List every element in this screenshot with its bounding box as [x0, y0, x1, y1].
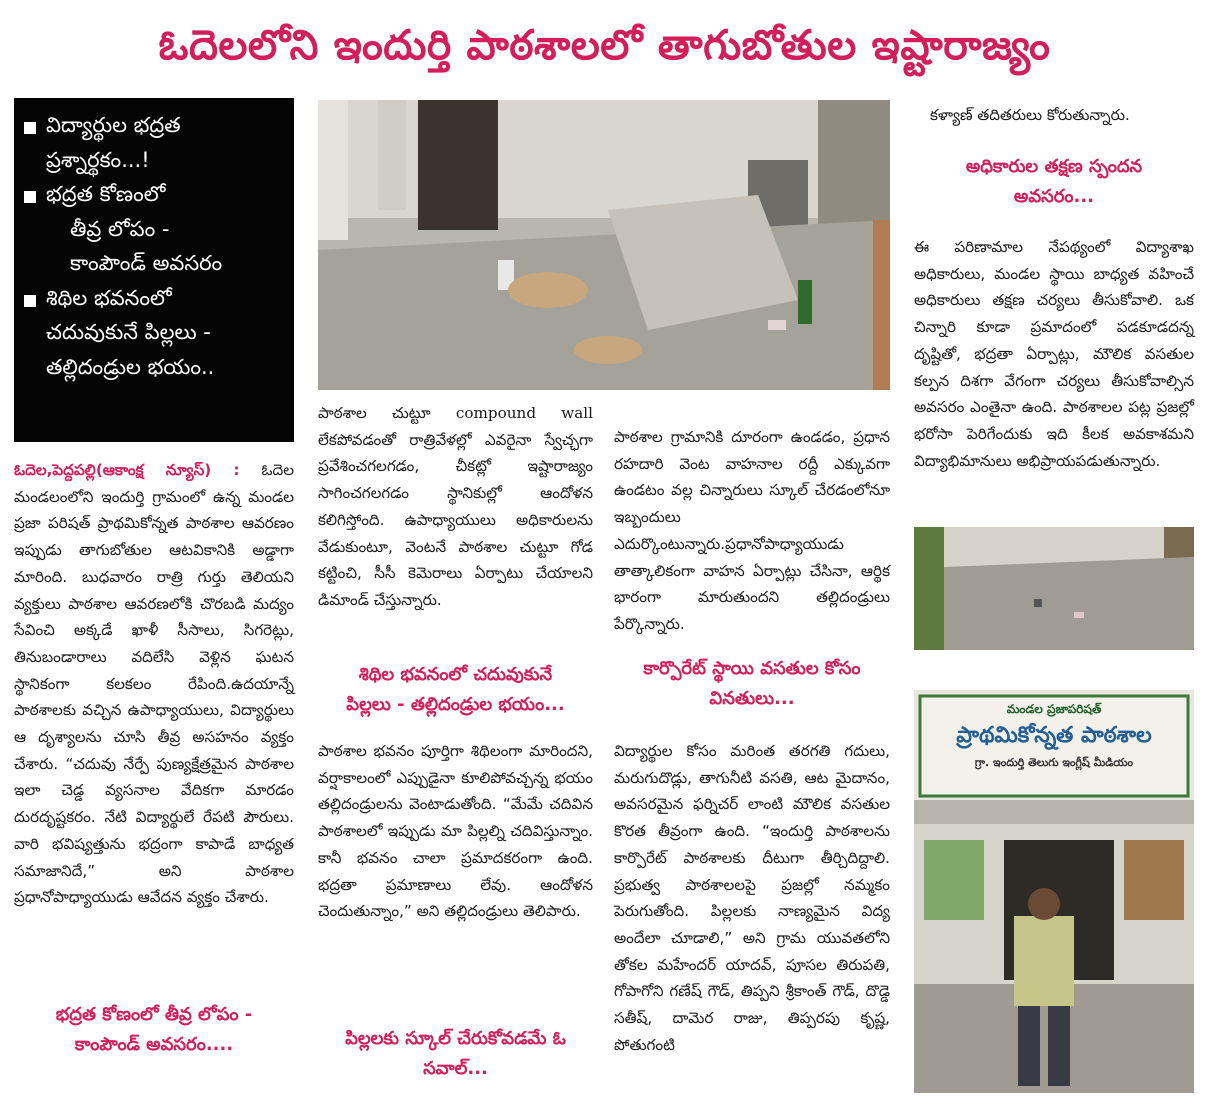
- paragraph-kalyan: కళ్యాణ్ తదితరులు కోరుతున్నారు.: [930, 106, 1130, 124]
- subhead-officials-response: [914, 152, 1194, 212]
- school-sign-text: [924, 700, 1184, 772]
- lead-paragraph: [14, 457, 294, 911]
- subhead-line: పిల్లలకు స్కూల్ చేరుకోవడమే ఓ: [345, 1028, 566, 1049]
- dateline: ఓదెల,పెద్దపల్లి(ఆకాంక్ష న్యూస్) :: [14, 461, 240, 479]
- subhead-line: శిథిల భవనంలో చదువుకునే: [358, 664, 553, 685]
- subhead-line: భద్రత కోణంలో తీవ్ర లోపం -: [55, 1004, 253, 1025]
- highlight-line: చదువుకునే పిల్లలు -: [46, 320, 211, 344]
- column-1-body: [14, 457, 294, 911]
- subhead-line: అవసరం...: [1013, 186, 1095, 207]
- headline: ఓదెలలోని ఇందుర్తి పాఠశాలలో తాగుబోతుల ఇష్టారాజ్యం: [158, 21, 1051, 69]
- sign-line-1: మండల ప్రజాపరిషత్: [1006, 702, 1102, 716]
- paragraph-building: పాఠశాల భవనం పూర్తిగా శిథిలంగా మారిందని, వర్షాకాలంలో ఎప్పుడైనా కూలిపోవచ్చన్న భయం తల్లిదండ్రులను వెంటాడుతోంది. “మేమే చదివిన పాఠశాలలో ఇప్పుడు మా పిల్లల్ని చదివిస్తున్నాం. కానీ భవనం చాలా ప్రమాదకరంగా ఉంది. భద్రతా ప్రమాణాలు లేవు. ఆందోళన చెందుతున్నాం,” అని తల్లిదండ్రులు తెలిపారు.: [318, 742, 593, 921]
- column-2-body: [318, 400, 593, 614]
- para-text: లేకపోవడంతో రాత్రివేళల్లో ఎవరైనా స్వేచ్ఛగా ప్రవేశించగలగడం, చీకట్లో ఇష్టారాజ్యం సాగించగలగడం స్థానికుల్లో ఆందోళన కలిగిస్తోంది. ఉపాధ్యాయులు అధికారులను వేడుకుంటూ, వెంటనే పాఠశాల చుట్టూ గోడ కట్టించి, సీసీ కెమెరాలు ఏర్పాటు చేయాలని డిమాండ్ చేస్తున్నారు.: [318, 430, 593, 609]
- column-2-body-b: [318, 738, 593, 925]
- highlight-line: తీవ్ర లోపం -: [70, 216, 170, 241]
- photo-verandah-bottles: [914, 527, 1194, 650]
- highlight-item: [22, 177, 286, 281]
- highlight-line: భద్రత కోణంలో: [46, 182, 166, 206]
- subhead-line: కాంపౌండ్ అవసరం....: [74, 1034, 234, 1055]
- lead-text: ఓదెల మండలంలోని ఇందుర్తి గ్రామంలో ఉన్న మండల ప్రజా పరిషత్ ప్రాథమికోన్నత పాఠశాల ఆవరణం ఇప్పుడు తాగుబోతుల ఆటవికానికి అడ్డాగా మారింది. బుధవారం రాత్రి గుర్తు తెలియని వ్యక్తులు పాఠశాల ఆవరణలోకి చొరబడి మద్యం సేవించి అక్కడే ఖాళీ సీసాలు, సిగరెట్లు, తినుబండారాలు వదిలేసి వెళ్లిన ఘటన స్థానికంగా కలకలం రేపింది.ఉదయాన్నే పాఠశాలకు వచ్చిన ఉపాధ్యాయులు, విద్యార్థులు ఆ దృశ్యాలను చూసి తీవ్ర అసహనం వ్యక్తం చేశారు. “చదువు నేర్పే పుణ్యక్షేత్రమైన పాఠశాల ఇలా చెడ్డ వ్యసనాల వేదికగా మారడం దురదృష్టకరం. నేటి విద్యార్థులే రేపటి పౌరులు. వారి భవిష్యత్తును భద్రంగా కాపాడే బాధ్యత సమాజానిదే,” అని పాఠశాల ప్రధానోపాధ్యాయుడు ఆవేదన వ్యక్తం చేశారు.: [14, 461, 294, 907]
- paragraph-facilities: విద్యార్థుల కోసం మరింత తరగతి గదులు, మరుగుదొడ్లు, తాగునీటి వసతి, ఆట మైదానం, అవసరమైన ఫర్నిచర్ లాంటి మౌలిక వసతుల కొరత తీవ్రంగా ఉంది. “ఇందుర్తి పాఠశాలను కార్పొరేట్ పాఠశాలకు దీటుగా తీర్చిదిద్దాలి. ప్రభుత్వ పాఠశాలలపై ప్రజల్లో నమ్మకం పెరుగుతోంది. పిల్లలకు నాణ్యమైన విద్య అందేలా చూడాలి,” అని గ్రామ యువతలోని తోకల మహేందర్ యాదవ్, పూసల తిరుపతి, గోపాగోని గణేష్ గౌడ్, తిప్పని శ్రీకాంత్ గౌడ్, దొడ్డె సతీష్, దామెర రాజు, తిప్పరపు కృష్ణ, పోతుగంటి: [614, 742, 890, 1054]
- column-4-body-b: [914, 234, 1194, 474]
- column-3-body-b: [614, 738, 890, 1058]
- para-text-english: compound wall: [455, 404, 593, 422]
- column-3-body: [614, 424, 890, 638]
- paragraph-officials: ఈ పరిణామాల నేపథ్యంలో విద్యాశాఖ అధికారులు, మండల స్థాయి బాధ్యత వహించే అధికారులు తక్షణ చర్యలు తీసుకోవాలి. ఒక చిన్నారి కూడా ప్రమాదంలో పడకూడదన్న దృష్టితో, భద్రతా ఏర్పాట్లు, మౌలిక వసతుల కల్పన దిశగా వేగంగా చర్యలు తీసుకోవాల్సిన అవసరం ఎంతైనా ఉంది. పాఠశాలల పట్ల ప్రజల్లో భరోసా పెరిగేందుకు ఇది కీలక అవకాశమని విద్యాభిమానులు అభిప్రాయపడుతున్నారు.: [914, 238, 1194, 470]
- bullet-square-icon: [24, 295, 36, 307]
- subhead-line: సవాల్...: [423, 1058, 488, 1079]
- column-4-body: [914, 102, 1194, 129]
- subhead-dilapidated-building: [318, 660, 593, 720]
- para-text: పాఠశాల చుట్టూ: [318, 404, 431, 422]
- highlight-item: [22, 108, 286, 177]
- subhead-line: పిల్లలు - తల్లిదండ్రుల భయం...: [346, 694, 565, 715]
- highlight-line: శిథిల భవనంలో: [46, 285, 172, 310]
- subhead-line: అధికారుల తక్షణ స్పందన: [965, 156, 1143, 177]
- sign-line-2: ప్రాథమికోన్నత పాఠశాల: [956, 723, 1152, 748]
- highlight-item: [22, 281, 286, 385]
- paragraph-compound-wall: [318, 400, 593, 614]
- subhead-reaching-school: [318, 1024, 593, 1084]
- subhead-line: కార్పొరేట్ స్థాయి వసతుల కోసం: [643, 658, 861, 679]
- highlight-line: ప్రశ్నార్థకం...!: [46, 147, 150, 172]
- sign-line-3: గ్రా. ఇందుర్తి తెలుగు ఇంగ్లీష్ మీడియం: [974, 756, 1134, 769]
- highlight-line: కాంపౌండ్ అవసరం: [70, 251, 223, 275]
- bullet-square-icon: [24, 122, 36, 134]
- highlights-box: [14, 98, 294, 442]
- photo-school-building-sign: [914, 690, 1194, 1093]
- highlight-line: విద్యార్థుల భద్రత: [46, 113, 181, 137]
- subhead-security-gap: [14, 1000, 294, 1060]
- paragraph-distance: పాఠశాల గ్రామానికి దూరంగా ఉండడం, ప్రధాన రహదారి వెంట వాహనాల రద్దీ ఎక్కువగా ఉండటం వల్ల చిన్నారులు స్కూల్ చేరడంలోనూ ఇబ్బందులు ఎదుర్కొంటున్నారు.ప్రధానోపాధ్యాయుడు తాత్కాలికంగా వాహన ఏర్పాట్లు చేసినా, ఆర్థిక భారంగా మారుతుందని తల్లిదండ్రులు పేర్కొన్నారు.: [614, 428, 890, 633]
- subhead-line: వినతులు...: [709, 688, 795, 709]
- subhead-corporate-facilities: [614, 654, 890, 714]
- bullet-square-icon: [24, 191, 36, 203]
- photo-school-premises-bottles: [318, 100, 890, 390]
- highlight-line: తల్లిదండ్రుల భయం..: [46, 354, 215, 379]
